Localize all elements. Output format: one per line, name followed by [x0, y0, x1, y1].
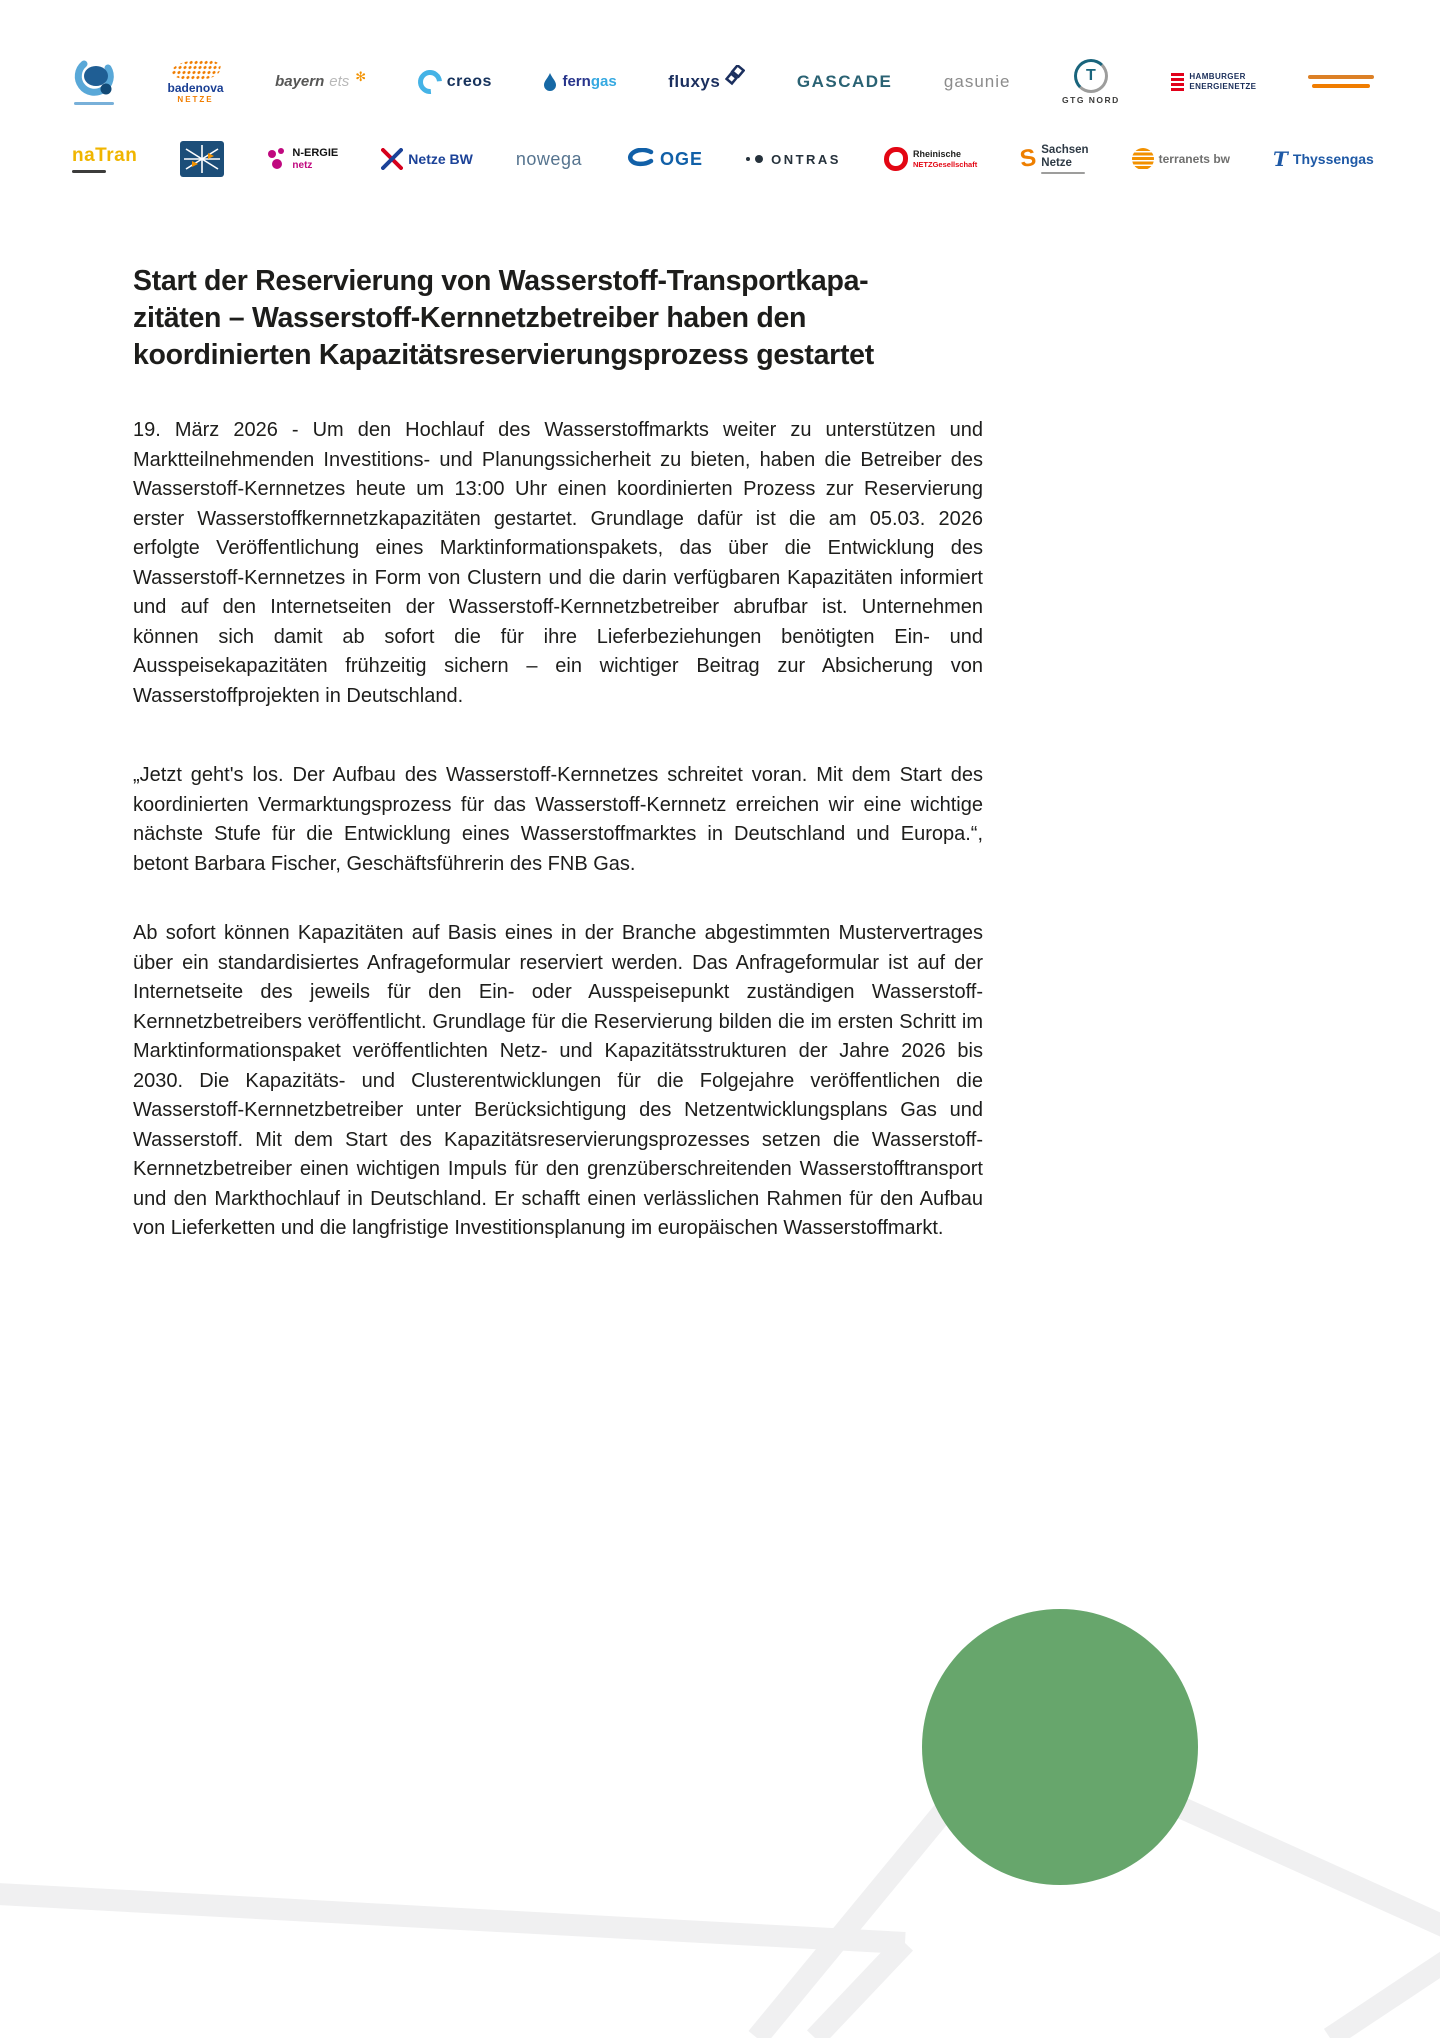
logo-wordmark-bar	[1041, 172, 1085, 174]
arc-icon	[413, 65, 447, 99]
logo-label: bayern	[275, 73, 325, 90]
paragraph-intro: 19. März 2026 - Um den Hochlauf des Wasserstoffmarkts weiter zu unterstützen und Marktteilnehmenden Investitions- und Planungssicherheit zu bieten, haben die Betreiber des Wasserstoff-Kernnetzes heute um 13:00 Uhr einen koordinierten Prozess zur Reservierung erster Wasserstoffkernnetzkapazitäten gestartet. Grundlage dafür ist die am 05.03. 2026 erfolgte Veröffentlichung eines Marktinformationspakets, das über die Entwicklung des Wasserstoff-Kernnetzes in Form von Clustern und die darin verfügbaren Kapazitäten informiert und auf den Internetseiten der Wasserstoff-Kernnetzbetreiber abrufbar ist. Unternehmen können sich damit ab sofort die für ihre Lieferbeziehungen benötigten Ein- und Ausspeisekapazitäten frühzeitig sichern – ein wichtiger Beitrag zur Absicherung von Wasserstoffprojekten in Deutschland.	[133, 419, 983, 707]
red-bars-icon	[1171, 73, 1184, 91]
orange-dots-icon	[169, 60, 221, 80]
operator-logo-strip	[72, 58, 1374, 177]
magenta-dots-icon	[267, 148, 287, 170]
circle-t-icon: T	[1074, 59, 1108, 93]
paragraph-details: Ab sofort können Kapazitäten auf Basis eines in der Branche abgestimmten Mustervertrages über ein standardisiertes Anfrageformular reserviert werden. Das Anfrageformular ist auf der Internetseite des jeweils für den Ein- oder Ausspeisepunkt zuständigen Wasserstoff-Kernnetzbetreibers veröffentlicht. Grundlage für die Reservierung bilden die im ersten Schritt im Marktinformationspaket veröffentlichten Netz- und Kapazitätsstrukturen der Jahre 2026 bis 2030. Die Kapazitäts- und Clusterentwicklungen für die Folgejahre veröffentlichen die Wasserstoff-Kernnetzbetreiber unter Berücksichtigung des Netzentwicklungsplans Gas und Wasserstoff. Mit dem Start des Kapazitätsreservierungsprozesses setzen die Wasserstoff-Kernnetzbetreiber einen wichtigen Impuls für den grenzüberschreitenden Wasserstofftransport und den Markthochlauf in Deutschland. Er schafft einen verlässlichen Rahmen für den Aufbau von Lieferketten und die langfristige Investitionsplanung im europäischen Wasserstoffmarkt.	[133, 922, 983, 1240]
logo-label: N-ERGIE	[292, 147, 339, 160]
title-line-3: koordinierten Kapazitätsreservierungsprozess gestartet	[133, 339, 874, 372]
logo-wordmark-bar	[1312, 84, 1370, 88]
logo-label: Rheinische	[913, 149, 962, 160]
logo-label: GASCADE	[796, 71, 893, 91]
network-line	[0, 1893, 905, 1943]
article-content	[133, 263, 983, 1294]
logo-blue-globe	[72, 58, 116, 105]
logo-terranets-bw	[1132, 148, 1230, 170]
logo-natran	[72, 145, 137, 173]
flower-icon: ✻	[355, 68, 367, 84]
logo-label: OGE	[660, 148, 704, 169]
logo-label: naTran	[72, 145, 138, 167]
logo-creos	[418, 70, 492, 94]
swoosh-icon	[625, 148, 655, 170]
logo-orange-wordmark	[1308, 75, 1374, 88]
logo-row-2	[72, 141, 1374, 177]
logo-label: fluxys	[668, 71, 721, 91]
script-t-icon: T	[1273, 147, 1288, 171]
logo-label: Netze BW	[408, 151, 473, 167]
logo-label: gas	[590, 72, 617, 90]
logo-label: HAMBURGER	[1189, 71, 1246, 81]
cross-icon	[381, 148, 403, 170]
logo-wordmark-bar	[74, 102, 114, 105]
logo-blue-network-square	[180, 141, 224, 177]
logo-label: terranets bw	[1158, 152, 1230, 166]
red-ring-icon	[884, 147, 908, 171]
drop-icon	[543, 72, 557, 92]
logo-gascade	[797, 72, 893, 92]
logo-wordmark-bar	[1308, 75, 1374, 79]
striped-sphere-icon	[1132, 148, 1154, 170]
logo-label: Thyssengas	[1292, 151, 1374, 167]
logo-label: NETZGesellschaft	[913, 159, 978, 169]
network-line	[1120, 1780, 1440, 1928]
network-line	[757, 1755, 990, 2038]
logo-netze-bw	[381, 148, 473, 170]
logo-label: fern	[562, 72, 591, 90]
logo-fluxys	[668, 71, 745, 93]
title-line-1: Start der Reservierung von Wasserstoff-Transportkapa-	[133, 265, 869, 297]
dot-icon	[746, 157, 750, 161]
logo-label: nowega	[515, 148, 582, 169]
logo-label: ets	[329, 73, 350, 90]
logo-ferngas	[543, 72, 616, 92]
logo-label: Netze	[1041, 157, 1072, 169]
logo-label: ENERGIENETZE	[1189, 81, 1257, 91]
title-line-2: zitäten – Wasserstoff-Kernnetzbetreiber haben den	[133, 302, 807, 335]
logo-label: Sachsen	[1041, 143, 1089, 156]
logo-label: badenova	[167, 80, 224, 95]
logo-gasunie	[944, 72, 1011, 92]
logo-label: netz	[292, 159, 313, 171]
blue-globe-drop-icon	[72, 58, 116, 98]
logo-wordmark-bar	[72, 170, 106, 173]
logo-nowega	[516, 149, 582, 170]
paragraph-quote: „Jetzt geht's los. Der Aufbau des Wasserstoff-Kernnetzes schreitet voran. Mit dem Start des koordinierten Vermarktungsprozess für das Wasserstoff-Kernnetz erreichen wir eine wichtige nächste Stufe für die Entwicklung eines Wasserstoffmarktes in Deutschland und Europa.“, betont Barbara Fischer, Geschäftsführerin des FNB Gas.	[133, 764, 983, 875]
logo-n-ergie-netz	[267, 147, 338, 170]
orange-s-icon: S	[1018, 144, 1039, 174]
logo-row-1	[72, 58, 1374, 105]
logo-label: GTG NORD	[1062, 94, 1120, 105]
logo-label: ONTRAS	[771, 151, 841, 167]
logo-bayernets	[275, 68, 367, 90]
kite-icon	[725, 65, 745, 87]
network-square-icon	[180, 141, 224, 177]
network-lines	[0, 1755, 1440, 2038]
green-circle-decoration	[922, 1609, 1198, 1885]
logo-gtg-nord	[1062, 59, 1120, 105]
logo-label: NETZE	[177, 94, 214, 104]
network-line	[815, 1943, 905, 2038]
logo-rheinische-netzgesellschaft	[884, 147, 977, 171]
network-line	[1330, 1945, 1440, 2038]
logo-oge	[625, 148, 703, 170]
logo-label: gasunie	[943, 71, 1011, 91]
logo-sachsennetze	[1020, 144, 1088, 174]
logo-hamburger-energienetze	[1171, 72, 1256, 91]
dot-icon	[755, 155, 763, 163]
page-title	[133, 263, 983, 374]
logo-ontras	[746, 152, 841, 167]
logo-badenovanetze	[168, 60, 224, 104]
logo-label: creos	[446, 72, 492, 90]
logo-thyssengas	[1273, 147, 1374, 171]
